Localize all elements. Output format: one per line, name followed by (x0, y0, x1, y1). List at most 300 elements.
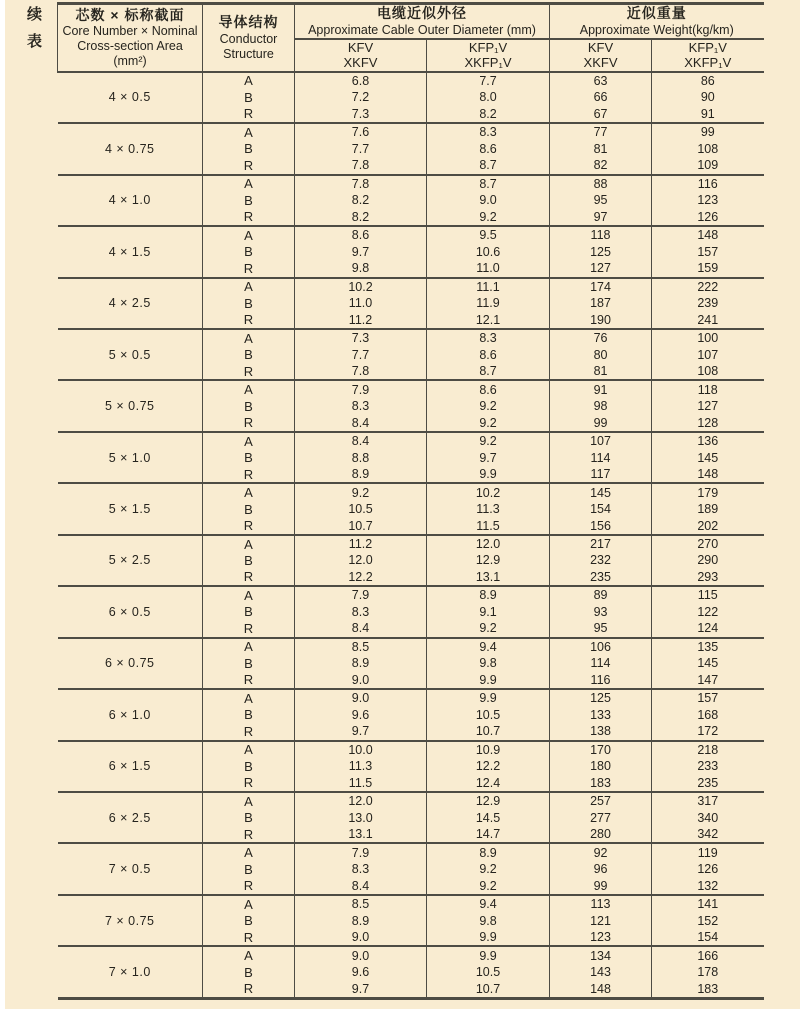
weight-kfv-cell: 121 (550, 912, 652, 928)
weight-kfp1v-cell: 218 (652, 741, 764, 759)
diameter-kfv-cell: 12.0 (295, 552, 427, 568)
weight-kfv-cell: 183 (550, 775, 652, 793)
structure-cell: B (203, 449, 295, 465)
diameter-kfp1v-cell: 11.3 (427, 501, 550, 517)
table-row (58, 792, 764, 810)
weight-kfv-cell: 76 (550, 329, 652, 347)
weight-kfp1v-cell: 147 (652, 672, 764, 690)
diameter-kfv-cell: 7.9 (295, 586, 427, 604)
weight-kfv-cell: 66 (550, 89, 652, 105)
weight-kfp1v-cell: 124 (652, 620, 764, 638)
diameter-kfp1v-cell: 8.7 (427, 157, 550, 175)
structure-cell: B (203, 604, 295, 620)
diameter-kfp1v-cell: 9.9 (427, 946, 550, 964)
diameter-kfp1v-cell: 8.3 (427, 329, 550, 347)
structure-cell: A (203, 586, 295, 604)
diameter-kfv-cell: 8.3 (295, 398, 427, 414)
weight-kfv-cell: 107 (550, 432, 652, 450)
weight-kfv-cell: 63 (550, 72, 652, 90)
weight-kfv-cell: 67 (550, 106, 652, 124)
table-row (58, 483, 764, 501)
diameter-kfv-cell: 8.4 (295, 620, 427, 638)
header-size-zh: 芯数 × 标称截面 (75, 6, 185, 23)
weight-kfv-cell: 99 (550, 414, 652, 432)
diameter-kfp1v-cell: 9.9 (427, 929, 550, 947)
weight-kfp1v-cell: 202 (652, 517, 764, 535)
table-row (58, 895, 764, 913)
structure-cell: R (203, 826, 295, 844)
weight-kfv-cell: 89 (550, 586, 652, 604)
weight-kfp1v-cell: 148 (652, 226, 764, 244)
diameter-kfv-cell: 9.2 (295, 483, 427, 501)
weight-kfv-cell: 280 (550, 826, 652, 844)
diameter-kfv-cell: 9.0 (295, 946, 427, 964)
header-structure-en2: Structure (223, 46, 274, 61)
diameter-kfp1v-cell: 8.7 (427, 175, 550, 193)
weight-kfv-cell: 138 (550, 723, 652, 741)
structure-cell: A (203, 689, 295, 707)
diameter-kfv-cell: 11.2 (295, 311, 427, 329)
diameter-kfv-cell: 9.7 (295, 244, 427, 260)
diameter-kfp1v-cell: 13.1 (427, 569, 550, 587)
weight-kfp1v-cell: 116 (652, 175, 764, 193)
diameter-kfp1v-cell: 12.9 (427, 552, 550, 568)
diameter-kfp1v-cell: 11.5 (427, 517, 550, 535)
weight-kfv-cell: 95 (550, 620, 652, 638)
weight-kfv-cell: 106 (550, 638, 652, 656)
weight-kfp1v-cell: 159 (652, 260, 764, 278)
weight-kfp1v-cell: 145 (652, 655, 764, 671)
structure-cell: R (203, 517, 295, 535)
diameter-kfv-cell: 12.0 (295, 792, 427, 810)
weight-kfv-cell: 133 (550, 707, 652, 723)
weight-kfv-cell: 170 (550, 741, 652, 759)
header-structure-en1: Conductor (219, 31, 278, 46)
structure-cell: A (203, 278, 295, 296)
diameter-kfp1v-cell: 8.7 (427, 363, 550, 381)
diameter-kfp1v-cell: 8.9 (427, 843, 550, 861)
diameter-kfv-cell: 8.9 (295, 466, 427, 484)
table-row (58, 843, 764, 861)
diameter-kfv-cell: 8.3 (295, 604, 427, 620)
continued-label-char-1: 续 (27, 6, 43, 23)
diameter-kfp1v-cell: 7.7 (427, 72, 550, 90)
weight-kfp1v-cell: 108 (652, 141, 764, 157)
diameter-kfp1v-cell: 9.2 (427, 861, 550, 877)
diameter-kfv-cell: 7.8 (295, 175, 427, 193)
weight-kfp1v-cell: 222 (652, 278, 764, 296)
structure-cell: A (203, 638, 295, 656)
size-cell: 7 × 1.0 (58, 946, 203, 998)
subcol-label: KFP₁V (468, 39, 508, 55)
weight-kfp1v-cell: 126 (652, 209, 764, 227)
weight-kfv-cell: 235 (550, 569, 652, 587)
diameter-kfp1v-cell: 9.9 (427, 466, 550, 484)
weight-kfv-cell: 116 (550, 672, 652, 690)
weight-kfv-cell: 257 (550, 792, 652, 810)
subcol-label: XKFV (343, 55, 378, 71)
diameter-kfv-cell: 9.7 (295, 980, 427, 998)
weight-kfv-cell: 81 (550, 141, 652, 157)
weight-kfp1v-cell: 128 (652, 414, 764, 432)
weight-kfv-cell: 93 (550, 604, 652, 620)
diameter-kfv-cell: 10.0 (295, 741, 427, 759)
structure-cell: R (203, 569, 295, 587)
structure-cell: A (203, 535, 295, 553)
table-row (58, 175, 764, 193)
diameter-kfv-cell: 9.0 (295, 672, 427, 690)
header-diameter-en: Approximate Cable Outer Diameter (mm) (308, 22, 536, 37)
diameter-kfp1v-cell: 8.3 (427, 123, 550, 141)
weight-kfv-cell: 118 (550, 226, 652, 244)
table-row (58, 638, 764, 656)
structure-cell: R (203, 466, 295, 484)
weight-kfp1v-cell: 235 (652, 775, 764, 793)
size-cell: 5 × 0.75 (58, 380, 203, 431)
weight-kfv-cell: 156 (550, 517, 652, 535)
structure-cell: B (203, 346, 295, 362)
diameter-kfp1v-cell: 11.1 (427, 278, 550, 296)
diameter-kfv-cell: 10.5 (295, 501, 427, 517)
weight-kfp1v-cell: 135 (652, 638, 764, 656)
weight-kfp1v-cell: 99 (652, 123, 764, 141)
header-size-en1: Core Number × Nominal (62, 24, 198, 39)
weight-kfv-cell: 187 (550, 295, 652, 311)
weight-kfp1v-cell: 118 (652, 380, 764, 398)
subcol-label: KFV (347, 39, 374, 55)
diameter-kfp1v-cell: 12.4 (427, 775, 550, 793)
header-subcol-weight-kfv (550, 39, 652, 72)
weight-kfp1v-cell: 90 (652, 89, 764, 105)
structure-cell: B (203, 141, 295, 157)
structure-cell: A (203, 72, 295, 90)
weight-kfp1v-cell: 178 (652, 964, 764, 980)
diameter-kfp1v-cell: 14.5 (427, 810, 550, 826)
diameter-kfp1v-cell: 9.2 (427, 209, 550, 227)
weight-kfp1v-cell: 91 (652, 106, 764, 124)
structure-cell: B (203, 552, 295, 568)
spec-table (57, 2, 764, 1000)
weight-kfp1v-cell: 145 (652, 449, 764, 465)
weight-kfp1v-cell: 157 (652, 689, 764, 707)
weight-kfp1v-cell: 141 (652, 895, 764, 913)
weight-kfv-cell: 190 (550, 311, 652, 329)
diameter-kfv-cell: 8.9 (295, 655, 427, 671)
diameter-kfp1v-cell: 11.9 (427, 295, 550, 311)
diameter-kfp1v-cell: 9.4 (427, 895, 550, 913)
size-cell: 6 × 1.0 (58, 689, 203, 740)
header-structure-column (203, 4, 295, 72)
diameter-kfv-cell: 9.0 (295, 929, 427, 947)
structure-cell: R (203, 620, 295, 638)
structure-cell: A (203, 123, 295, 141)
diameter-kfp1v-cell: 14.7 (427, 826, 550, 844)
weight-kfp1v-cell: 123 (652, 192, 764, 208)
diameter-kfv-cell: 7.9 (295, 843, 427, 861)
weight-kfv-cell: 174 (550, 278, 652, 296)
structure-cell: B (203, 398, 295, 414)
table-header (58, 4, 764, 72)
diameter-kfp1v-cell: 9.8 (427, 912, 550, 928)
weight-kfv-cell: 127 (550, 260, 652, 278)
weight-kfp1v-cell: 317 (652, 792, 764, 810)
table-row (58, 535, 764, 553)
diameter-kfp1v-cell: 9.2 (427, 414, 550, 432)
diameter-kfp1v-cell: 9.2 (427, 620, 550, 638)
size-cell: 4 × 0.75 (58, 123, 203, 174)
weight-kfv-cell: 82 (550, 157, 652, 175)
diameter-kfv-cell: 7.9 (295, 380, 427, 398)
size-cell: 4 × 2.5 (58, 278, 203, 329)
table-row (58, 741, 764, 759)
table-body (58, 72, 764, 999)
diameter-kfp1v-cell: 8.0 (427, 89, 550, 105)
weight-kfp1v-cell: 166 (652, 946, 764, 964)
structure-cell: R (203, 723, 295, 741)
size-cell: 5 × 1.0 (58, 432, 203, 483)
subcol-label: KFP₁V (688, 39, 727, 55)
weight-kfv-cell: 92 (550, 843, 652, 861)
diameter-kfv-cell: 11.3 (295, 758, 427, 774)
structure-cell: B (203, 758, 295, 774)
weight-kfp1v-cell: 290 (652, 552, 764, 568)
size-cell: 4 × 0.5 (58, 72, 203, 123)
weight-kfp1v-cell: 152 (652, 912, 764, 928)
weight-kfp1v-cell: 108 (652, 363, 764, 381)
weight-kfp1v-cell: 126 (652, 861, 764, 877)
table-row (58, 380, 764, 398)
structure-cell: A (203, 329, 295, 347)
weight-kfv-cell: 77 (550, 123, 652, 141)
size-cell: 4 × 1.0 (58, 175, 203, 226)
structure-cell: R (203, 980, 295, 998)
structure-cell: A (203, 946, 295, 964)
structure-cell: R (203, 672, 295, 690)
table-row (58, 946, 764, 964)
structure-cell: A (203, 380, 295, 398)
weight-kfp1v-cell: 233 (652, 758, 764, 774)
weight-kfp1v-cell: 342 (652, 826, 764, 844)
diameter-kfv-cell: 8.5 (295, 638, 427, 656)
diameter-kfp1v-cell: 9.7 (427, 449, 550, 465)
diameter-kfv-cell: 9.6 (295, 964, 427, 980)
diameter-kfv-cell: 8.5 (295, 895, 427, 913)
structure-cell: A (203, 432, 295, 450)
weight-kfp1v-cell: 239 (652, 295, 764, 311)
diameter-kfp1v-cell: 10.9 (427, 741, 550, 759)
weight-kfv-cell: 277 (550, 810, 652, 826)
table-row (58, 278, 764, 296)
weight-kfp1v-cell: 109 (652, 157, 764, 175)
structure-cell: A (203, 483, 295, 501)
size-cell: 6 × 0.5 (58, 586, 203, 637)
weight-kfp1v-cell: 172 (652, 723, 764, 741)
diameter-kfv-cell: 8.2 (295, 192, 427, 208)
diameter-kfv-cell: 7.3 (295, 106, 427, 124)
weight-kfp1v-cell: 183 (652, 980, 764, 998)
subcol-label: XKFP₁V (464, 55, 512, 71)
diameter-kfp1v-cell: 9.2 (427, 877, 550, 895)
weight-kfp1v-cell: 189 (652, 501, 764, 517)
header-size-column (58, 4, 203, 72)
diameter-kfv-cell: 10.2 (295, 278, 427, 296)
diameter-kfp1v-cell: 8.6 (427, 141, 550, 157)
header-weight-zh: 近似重量 (626, 5, 687, 22)
structure-cell: R (203, 311, 295, 329)
diameter-kfv-cell: 7.3 (295, 329, 427, 347)
diameter-kfp1v-cell: 8.6 (427, 380, 550, 398)
diameter-kfp1v-cell: 10.5 (427, 707, 550, 723)
structure-cell: B (203, 192, 295, 208)
table-row (58, 72, 764, 90)
table-row (58, 432, 764, 450)
header-diameter-zh: 电缆近似外径 (377, 5, 467, 22)
diameter-kfv-cell: 9.8 (295, 260, 427, 278)
size-cell: 6 × 1.5 (58, 741, 203, 792)
left-margin-strip (0, 0, 5, 1009)
diameter-kfv-cell: 9.6 (295, 707, 427, 723)
diameter-kfv-cell: 13.0 (295, 810, 427, 826)
diameter-kfv-cell: 8.3 (295, 861, 427, 877)
weight-kfp1v-cell: 100 (652, 329, 764, 347)
diameter-kfp1v-cell: 12.2 (427, 758, 550, 774)
structure-cell: B (203, 244, 295, 260)
diameter-kfp1v-cell: 9.5 (427, 226, 550, 244)
table-row (58, 329, 764, 347)
weight-kfp1v-cell: 168 (652, 707, 764, 723)
diameter-kfv-cell: 8.4 (295, 432, 427, 450)
weight-kfp1v-cell: 179 (652, 483, 764, 501)
weight-kfp1v-cell: 115 (652, 586, 764, 604)
structure-cell: R (203, 260, 295, 278)
table-row (58, 586, 764, 604)
structure-cell: R (203, 929, 295, 947)
weight-kfv-cell: 117 (550, 466, 652, 484)
diameter-kfv-cell: 11.0 (295, 295, 427, 311)
diameter-kfp1v-cell: 9.1 (427, 604, 550, 620)
weight-kfp1v-cell: 340 (652, 810, 764, 826)
structure-cell: B (203, 295, 295, 311)
diameter-kfp1v-cell: 12.1 (427, 311, 550, 329)
diameter-kfp1v-cell: 12.9 (427, 792, 550, 810)
weight-kfv-cell: 95 (550, 192, 652, 208)
weight-kfv-cell: 114 (550, 449, 652, 465)
weight-kfv-cell: 148 (550, 980, 652, 998)
diameter-kfp1v-cell: 9.2 (427, 432, 550, 450)
header-subcol-weight-kfp1v (652, 39, 764, 72)
structure-cell: A (203, 843, 295, 861)
size-cell: 4 × 1.5 (58, 226, 203, 277)
structure-cell: B (203, 501, 295, 517)
structure-cell: R (203, 209, 295, 227)
weight-kfv-cell: 145 (550, 483, 652, 501)
structure-cell: R (203, 414, 295, 432)
continued-table-label (27, 3, 42, 51)
diameter-kfv-cell: 11.2 (295, 535, 427, 553)
size-cell: 6 × 2.5 (58, 792, 203, 843)
size-cell: 7 × 0.75 (58, 895, 203, 946)
weight-kfp1v-cell: 136 (652, 432, 764, 450)
diameter-kfv-cell: 9.7 (295, 723, 427, 741)
diameter-kfv-cell: 9.0 (295, 689, 427, 707)
header-diameter-group (295, 4, 550, 39)
structure-cell: B (203, 912, 295, 928)
weight-kfv-cell: 125 (550, 689, 652, 707)
weight-kfp1v-cell: 270 (652, 535, 764, 553)
structure-cell: R (203, 363, 295, 381)
diameter-kfp1v-cell: 8.6 (427, 346, 550, 362)
subcol-label: XKFP₁V (684, 55, 732, 71)
structure-cell: B (203, 810, 295, 826)
weight-kfv-cell: 97 (550, 209, 652, 227)
weight-kfv-cell: 154 (550, 501, 652, 517)
weight-kfv-cell: 80 (550, 346, 652, 362)
structure-cell: A (203, 175, 295, 193)
structure-cell: R (203, 775, 295, 793)
structure-cell: B (203, 964, 295, 980)
diameter-kfp1v-cell: 9.9 (427, 689, 550, 707)
header-subcol-diameter-kfv (295, 39, 427, 72)
diameter-kfv-cell: 7.8 (295, 157, 427, 175)
header-size-en3: (mm²) (113, 53, 147, 68)
diameter-kfv-cell: 8.6 (295, 226, 427, 244)
diameter-kfv-cell: 8.8 (295, 449, 427, 465)
subcol-label: XKFV (583, 55, 618, 71)
diameter-kfv-cell: 7.8 (295, 363, 427, 381)
diameter-kfp1v-cell: 10.5 (427, 964, 550, 980)
structure-cell: B (203, 861, 295, 877)
weight-kfv-cell: 98 (550, 398, 652, 414)
size-cell: 5 × 1.5 (58, 483, 203, 534)
structure-cell: R (203, 157, 295, 175)
weight-kfv-cell: 134 (550, 946, 652, 964)
size-cell: 5 × 0.5 (58, 329, 203, 380)
weight-kfv-cell: 113 (550, 895, 652, 913)
weight-kfp1v-cell: 241 (652, 311, 764, 329)
weight-kfv-cell: 96 (550, 861, 652, 877)
structure-cell: A (203, 741, 295, 759)
diameter-kfp1v-cell: 9.2 (427, 398, 550, 414)
diameter-kfp1v-cell: 10.7 (427, 723, 550, 741)
weight-kfp1v-cell: 293 (652, 569, 764, 587)
weight-kfv-cell: 88 (550, 175, 652, 193)
weight-kfp1v-cell: 107 (652, 346, 764, 362)
diameter-kfp1v-cell: 10.7 (427, 980, 550, 998)
diameter-kfv-cell: 12.2 (295, 569, 427, 587)
weight-kfv-cell: 123 (550, 929, 652, 947)
diameter-kfv-cell: 8.4 (295, 414, 427, 432)
weight-kfv-cell: 143 (550, 964, 652, 980)
weight-kfp1v-cell: 148 (652, 466, 764, 484)
diameter-kfp1v-cell: 8.2 (427, 106, 550, 124)
structure-cell: B (203, 707, 295, 723)
diameter-kfv-cell: 8.4 (295, 877, 427, 895)
structure-cell: A (203, 226, 295, 244)
diameter-kfp1v-cell: 9.4 (427, 638, 550, 656)
diameter-kfv-cell: 7.2 (295, 89, 427, 105)
structure-cell: A (203, 792, 295, 810)
diameter-kfp1v-cell: 9.0 (427, 192, 550, 208)
diameter-kfp1v-cell: 12.0 (427, 535, 550, 553)
structure-cell: B (203, 89, 295, 105)
continued-label-char-2: 表 (27, 33, 43, 50)
weight-kfp1v-cell: 157 (652, 244, 764, 260)
weight-kfp1v-cell: 122 (652, 604, 764, 620)
diameter-kfv-cell: 10.7 (295, 517, 427, 535)
weight-kfp1v-cell: 132 (652, 877, 764, 895)
diameter-kfv-cell: 7.7 (295, 346, 427, 362)
weight-kfv-cell: 217 (550, 535, 652, 553)
